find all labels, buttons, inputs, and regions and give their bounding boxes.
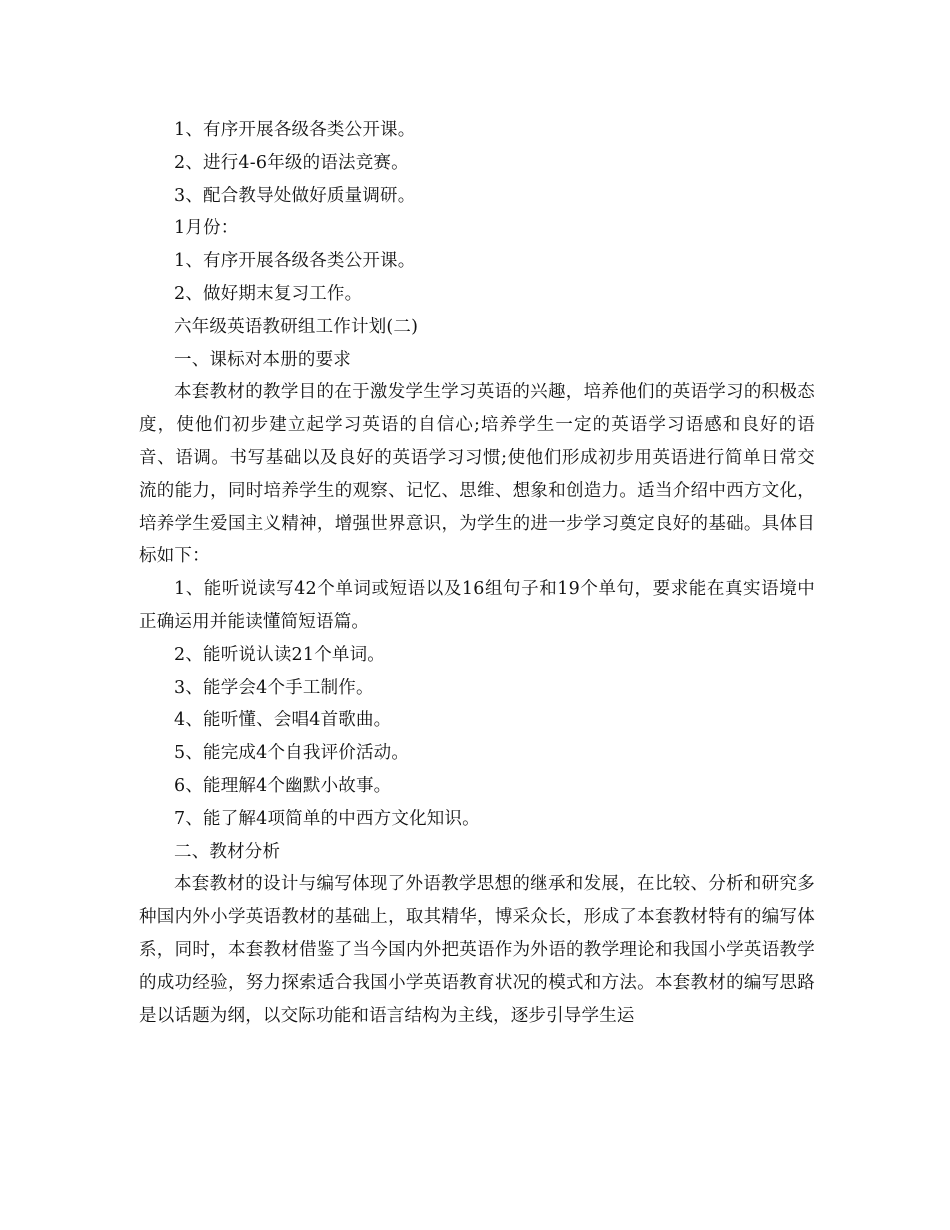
list-item: 1、有序开展各级各类公开课。 [174, 120, 416, 140]
list-item: 3、能学会4个手工制作。 [174, 677, 374, 698]
month-heading: 1月份： [174, 218, 239, 239]
list-item: 2、能听说认读21个单词。 [174, 644, 386, 665]
list-item: 1、有序开展各级各类公开课。 [174, 251, 416, 272]
list-item: 6、能理解4个幽默小故事。 [174, 775, 392, 796]
list-item: 7、能了解4项简单的中西方文化知识。 [174, 808, 480, 829]
list-item: 2、做好期末复习工作。 [174, 283, 363, 304]
section-heading: 一、课标对本册的要求 [174, 349, 351, 370]
section-heading: 二、教材分析 [174, 841, 281, 862]
list-item: 1、能听说读写42个单词或短语以及16组句子和19个单句，要求能在真实语境中正确运用并能读懂简短语篇。 [139, 579, 815, 632]
list-item: 5、能完成4个自我评价活动。 [174, 743, 410, 764]
body-paragraph: 本套教材的设计与编写体现了外语教学思想的继承和发展，在比较、分析和研究多种国内外小学英语教材的基础上，取其精华，博采众长，形成了本套教材特有的编写体系，同时，本套教材借鉴了当今国内外把英语作为外语的教学理论和我国小学英语教学的成功经验，努力探索适合我国小学英语教育状况的模式和方法。本套教材的编写思路是以话题为纲，以交际功能和语言结构为主线，逐步引导学生运 [139, 874, 815, 1026]
list-item: 4、能听懂、会唱4首歌曲。 [174, 710, 392, 731]
document-title: 六年级英语教研组工作计划(二) [174, 316, 419, 337]
list-item: 3、配合教导处做好质量调研。 [174, 185, 416, 206]
document-body [139, 114, 815, 1032]
list-item: 2、进行4-6年级的语法竞赛。 [174, 152, 409, 173]
body-paragraph: 本套教材的教学目的在于激发学生学习英语的兴趣，培养他们的英语学习的积极态度，使他们初步建立起学习英语的自信心;培养学生一定的英语学习语感和良好的语音、语调。书写基础以及良好的英语学习习惯;使他们形成初步用英语进行简单日常交流的能力，同时培养学生的观察、记忆、思维、想象和创造力。适当介绍中西方文化，培养学生爱国主义精神，增强世界意识，为学生的进一步学习奠定良好的基础。具体目标如下： [139, 382, 815, 567]
